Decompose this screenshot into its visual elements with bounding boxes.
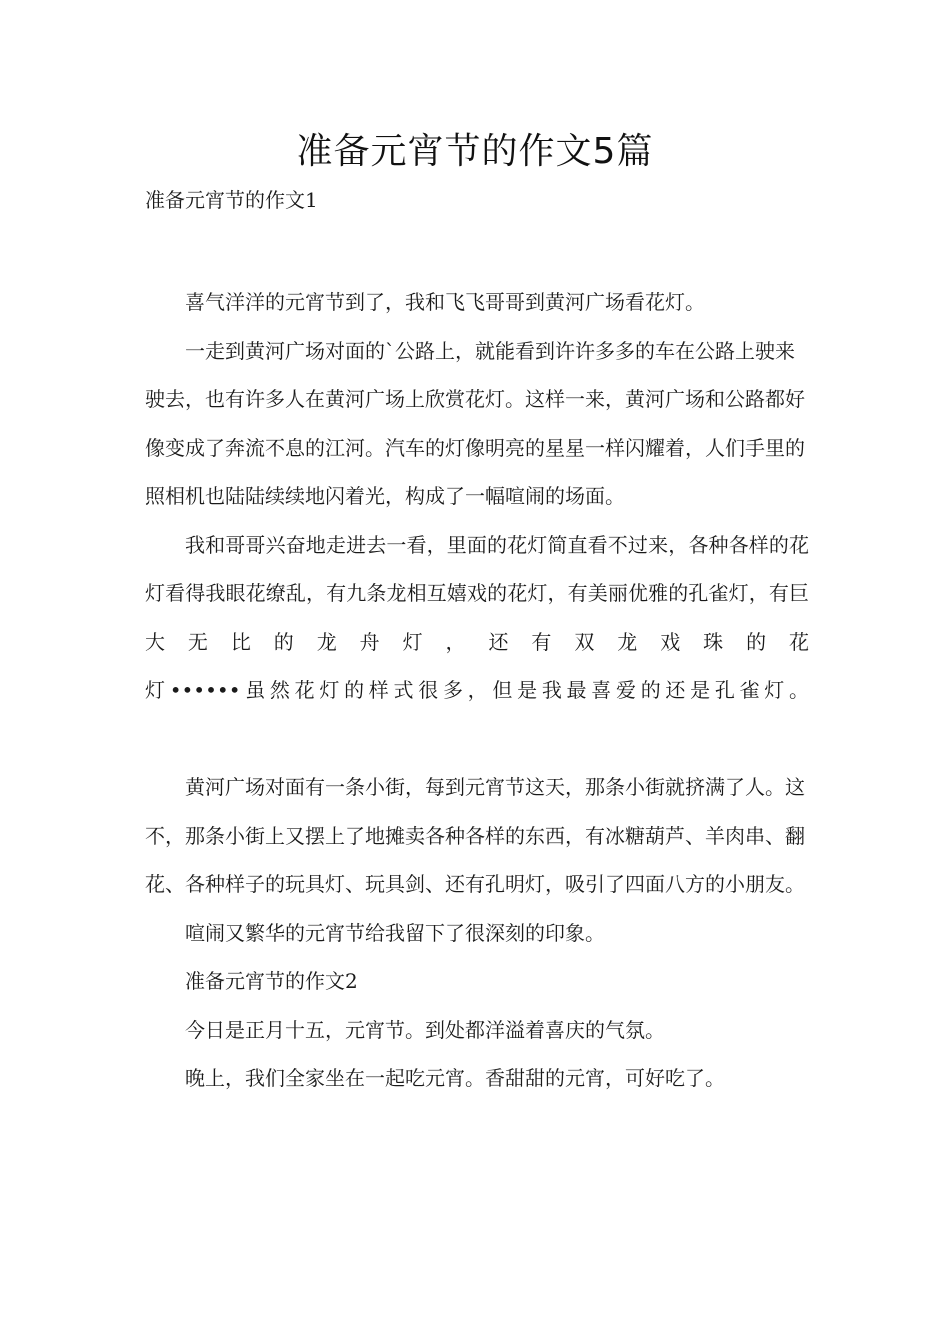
document-body bbox=[145, 278, 809, 1103]
document-title: 准备元宵节的作文5篇 bbox=[296, 131, 654, 172]
paragraph: 一走到黄河广场对面的`公路上，就能看到许许多多的车在公路上驶来驶去，也有许多人在黄河广场上欣赏花灯。这样一来，黄河广场和公路都好像变成了奔流不息的江河。汽车的灯像明亮的星星一样闪耀着，人们手里的照相机也陆陆续续地闪着光，构成了一幅喧闹的场面。 bbox=[145, 338, 805, 508]
paragraph: 黄河广场对面有一条小街，每到元宵节这天，那条小街就挤满了人。这不，那条小街上又摆上了地摊卖各种各样的东西，有冰糖葫芦、羊肉串、翻花、各种样子的玩具灯、玩具剑、还有孔明灯，吸引了四面八方的小朋友。 bbox=[145, 775, 805, 896]
paragraph: 喜气洋洋的元宵节到了，我和飞飞哥哥到黄河广场看花灯。 bbox=[185, 290, 705, 314]
essay-heading-1: 准备元宵节的作文1 bbox=[145, 188, 318, 212]
paragraph: 喧闹又繁华的元宵节给我留下了很深刻的印象。 bbox=[185, 920, 605, 945]
paragraph: 我和哥哥兴奋地走进去一看，里面的花灯简直看不过来，各种各样的花灯看得我眼花缭乱，有九条龙相互嬉戏的花灯，有美丽优雅的孔雀灯，有巨大无比的龙舟灯，还有双龙戏珠的花 bbox=[145, 532, 809, 654]
paragraph: 晚上，我们全家坐在一起吃元宵。香甜甜的元宵，可好吃了。 bbox=[185, 1066, 725, 1090]
essay-heading-2: 准备元宵节的作文2 bbox=[185, 969, 358, 993]
paragraph-continuation: 灯••••••虽然花灯的样式很多，但是我最喜爱的还是孔雀灯。 bbox=[145, 678, 809, 702]
paragraph: 今日是正月十五，元宵节。到处都洋溢着喜庆的气氛。 bbox=[185, 1017, 665, 1042]
blank-line bbox=[145, 715, 809, 764]
